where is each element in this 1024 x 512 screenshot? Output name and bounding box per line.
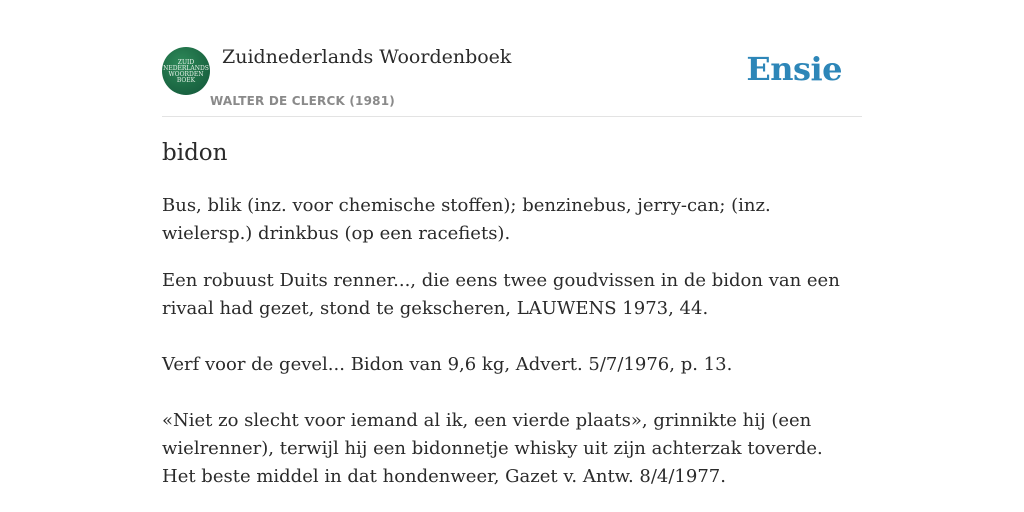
page-container (162, 0, 862, 487)
logo-text-line-2: NEDERLANDS (163, 65, 209, 72)
dictionary-header (162, 0, 862, 117)
logo-text-line-4: BOEK (176, 77, 196, 84)
entry-definition: Bus, blik (inz. voor chemische stoffen); benzinebus, jerry-can; (inz. wielersp.) drinkbus (op een racefiets). (162, 195, 771, 244)
entry-example-1: Een robuust Duits renner..., die eens twee goudvissen in de bidon van een rivaal had gezet, stond te gekscheren, LAUWENS 1973, 44. (162, 270, 840, 319)
dictionary-logo[interactable] (162, 47, 210, 95)
logo-text-line-1: ZUID (177, 59, 195, 66)
dictionary-title-link[interactable]: Zuidnederlands Woordenboek (222, 46, 512, 68)
entry-headword: bidon (162, 140, 228, 166)
entry-example-3: «Niet zo slecht voor iemand al ik, een vierde plaats», grinnikte hij (een wielrenner), terwijl hij een bidonnetje whisky uit zijn achterzak toverde. Het beste middel in dat hondenweer, Gazet v. Antw. 8/4/1977. (162, 410, 823, 487)
dictionary-author: WALTER DE CLERCK (1981) (210, 94, 395, 108)
logo-text-line-3: WOORDEN (168, 71, 204, 78)
ensie-brand-logo[interactable]: Ensie (746, 50, 842, 88)
entry-example-2: Verf voor de gevel... Bidon van 9,6 kg, Advert. 5/7/1976, p. 13. (162, 354, 733, 375)
